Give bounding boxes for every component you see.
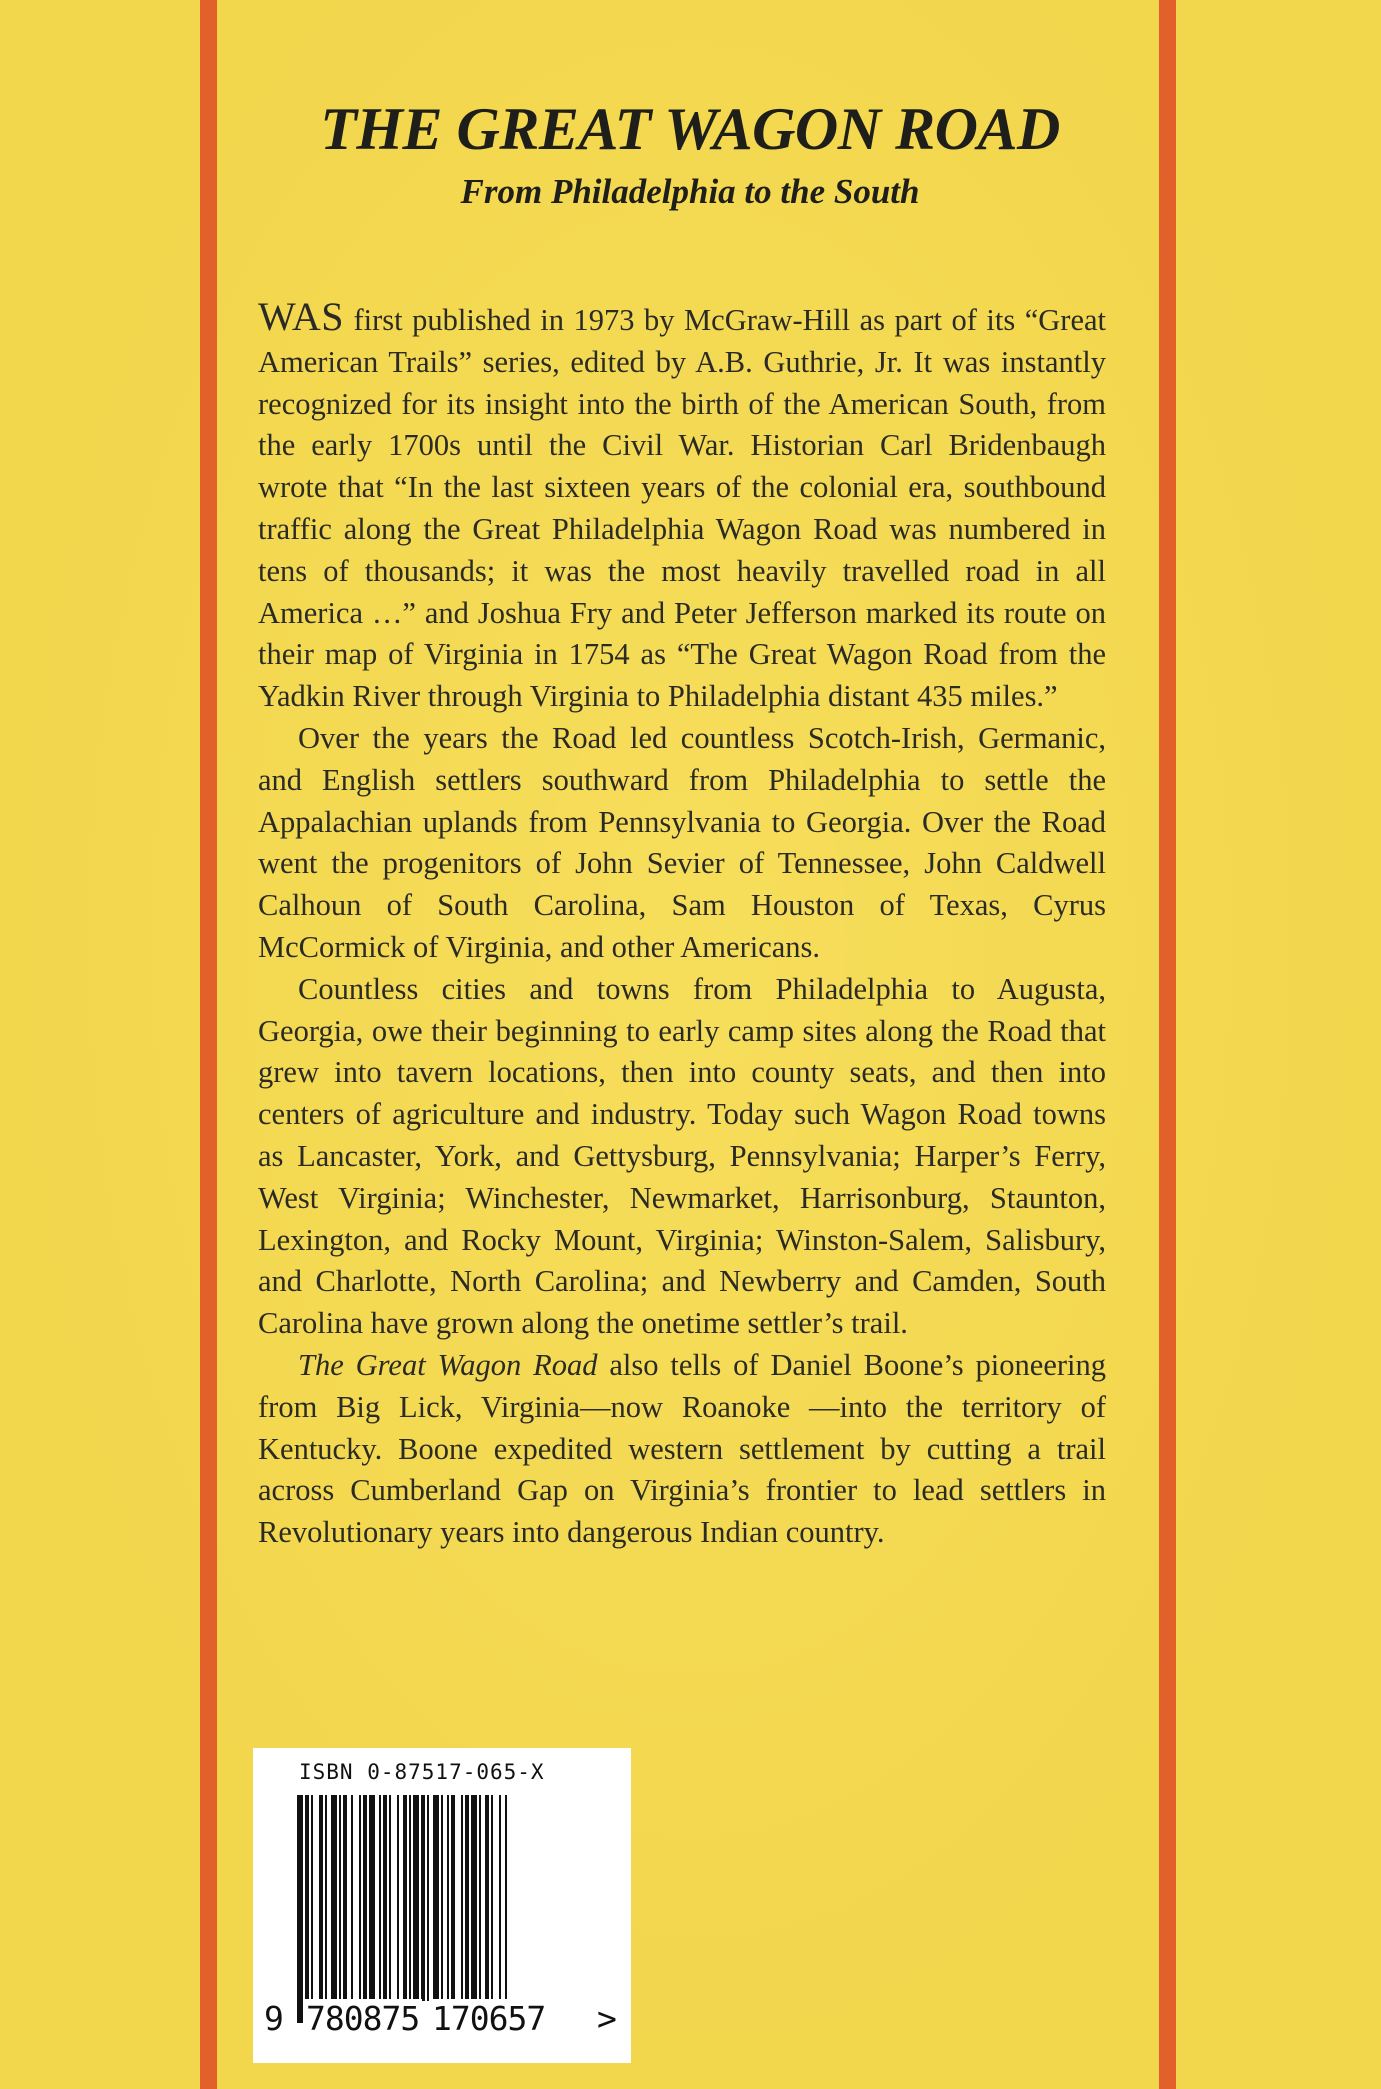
paragraph-1-text: first published in 1973 by McGraw-Hill as part of its “Great American Trails” series, edited by A.B. Guthrie, Jr. It was instantly recognized for its insight into the birth of the American South, from the early 1700s until the Civil War. Historian Carl Bridenbaugh wrote that “In the last sixteen years of the colonial era, southbound traffic along the Great Philadelphia Wagon Road was numbered in tens of thousands; it was the most heavily travelled road in all America …” and Joshua Fry and Peter Jefferson marked its route on their map of Virginia in 1754 as “The Great Wagon Road from the Yadkin River through Virginia to Philadelphia distant 435 miles.”: [258, 303, 1106, 714]
blurb-paragraph-2: Over the years the Road led countless Scotch-Irish, Germanic, and English settlers southward from Philadelphia to settle the Appalachian uplands from Pennsylvania to Georgia. Over the Road went the progenitors of John Sevier of Tennessee, John Caldwell Calhoun of South Carolina, Sam Houston of Texas, Cyrus McCormick of Virginia, and other Americans.: [258, 720, 1106, 964]
book-title: THE GREAT WAGON ROAD: [320, 96, 1060, 162]
left-orange-stripe: [200, 0, 217, 2089]
paragraph-4-text: also tells of Daniel Boone’s pioneering from Big Lick, Virginia—now Roanoke —into the territory of Kentucky. Boone expedited western settlement by cutting a trail across Cumberland Gap on Virginia’s frontier to lead settlers in Revolutionary years into dangerous Indian country.: [258, 1347, 1106, 1550]
blurb-paragraph-1: [258, 296, 1106, 718]
isbn-barcode-box: [253, 1748, 631, 2063]
barcode-first-digit: 9: [264, 1999, 284, 2038]
blurb-text: [258, 296, 1106, 1554]
right-orange-stripe: [1159, 0, 1176, 2089]
book-title-reference: The Great Wagon Road: [298, 1347, 598, 1382]
barcode-group-1: 780875: [303, 1999, 422, 2038]
isbn-label: ISBN 0-87517-065-X: [299, 1760, 545, 1784]
book-subtitle: From Philadelphia to the South: [460, 172, 920, 211]
barcode-group-2: 170657: [429, 1999, 548, 2038]
barcode-marker: >: [597, 1999, 617, 2038]
blurb-paragraph-4: [258, 1345, 1106, 1554]
lead-word: WAS: [258, 294, 344, 339]
blurb-paragraph-3: Countless cities and towns from Philadelphia to Augusta, Georgia, owe their beginning to early camp sites along the Road that grew into tavern locations, then into county seats, and then into centers of agriculture and industry. Today such Wagon Road towns as Lancaster, York, and Gettysburg, Pennsylvania; Harper’s Ferry, West Virginia; Winchester, Newmarket, Harrisonburg, Staunton, Lexington, and Rocky Mount, Virginia; Winston-Salem, Salisbury, and Charlotte, North Carolina; and Newberry and Camden, South Carolina have grown along the onetime settler’s trail.: [258, 971, 1106, 1341]
barcode-digits: [253, 1748, 631, 2063]
